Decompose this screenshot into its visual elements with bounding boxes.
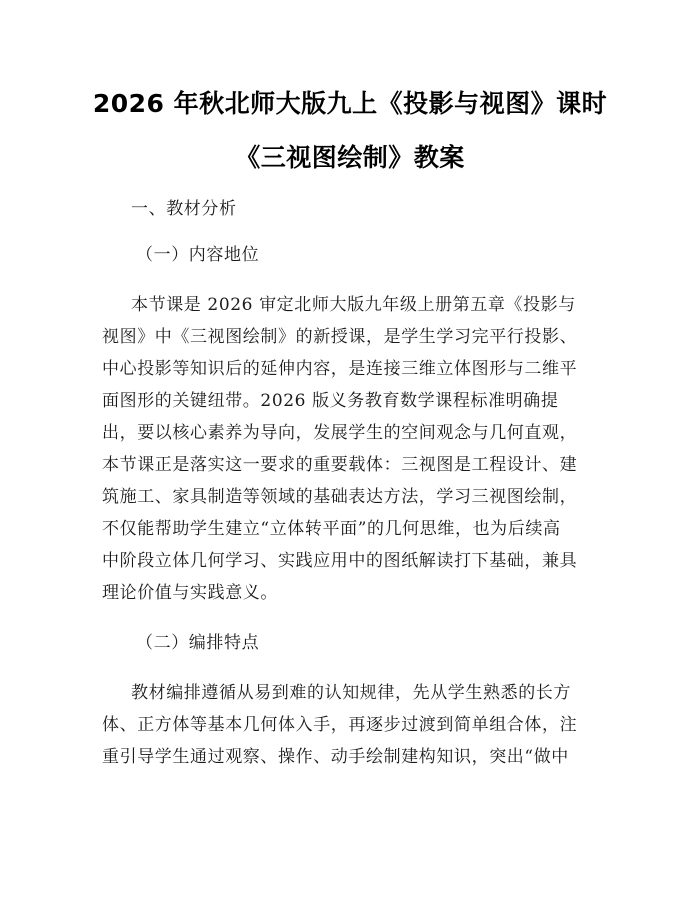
document-title-line-1: 2026 年秋北师大版九上《投影与视图》课时 xyxy=(92,89,608,118)
paragraph-line: 中阶段立体几何学习、实践应用中的图纸解读打下基础，兼具 xyxy=(102,551,578,571)
paragraph-line: 筑施工、家具制造等领域的基础表达方法，学习三视图绘制， xyxy=(102,487,578,507)
subsection-heading: （二）编排特点 xyxy=(136,633,260,653)
document-title-line-2: 《三视图绘制》教案 xyxy=(235,143,465,172)
paragraph-line: 出，要以核心素养为导向，发展学生的空间观念与几何直观， xyxy=(102,423,578,443)
paragraph-line: 本节课正是落实这一要求的重要载体：三视图是工程设计、建 xyxy=(102,455,578,475)
paragraph-line: 面图形的关键纽带。2026 版义务教育数学课程标准明确提 xyxy=(102,391,559,411)
paragraph-line: 视图》中《三视图绘制》的新授课，是学生学习完平行投影、 xyxy=(102,327,578,347)
subsection-heading: （一）内容地位 xyxy=(136,245,260,265)
paragraph-line: 不仅能帮助学生建立“立体转平面”的几何思维，也为后续高 xyxy=(102,519,561,539)
paragraph-line: 中心投影等知识后的延伸内容，是连接三维立体图形与二维平 xyxy=(102,359,578,379)
section-heading: 一、教材分析 xyxy=(131,199,237,219)
paragraph-line: 教材编排遵循从易到难的认知规律，先从学生熟悉的长方 xyxy=(131,683,571,703)
paragraph-line: 体、正方体等基本几何体入手，再逐步过渡到简单组合体，注 xyxy=(102,715,578,735)
paragraph-line: 理论价值与实践意义。 xyxy=(102,583,278,603)
paragraph-line: 重引导学生通过观察、操作、动手绘制建构知识，突出“做中 xyxy=(102,747,569,767)
paragraph-line: 本节课是 2026 审定北师大版九年级上册第五章《投影与 xyxy=(131,295,576,315)
